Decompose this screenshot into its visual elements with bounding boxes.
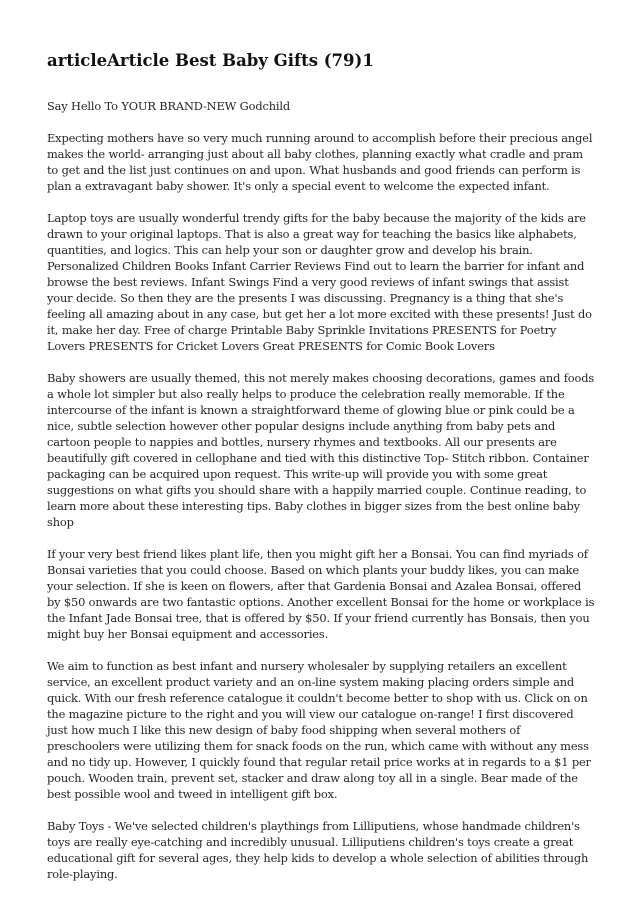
paragraph: We aim to function as best infant and nursery wholesaler by supplying retailers an excellent service, an excellent product variety and an on-line system making placing orders simple and quick. With our fresh reference catalogue it couldn't become better to shop with us. Click on on the magazine picture to the right and you will view our catalogue on-range! I first discovered just how much I like this new design of baby food shipping when several mothers of preschoolers were utilizing them for snack foods on the run, which came with without any mess and no tidy up. However, I quickly found that regular retail price works at in regards to a $1 per pouch. Wooden train, prevent set, stacker and draw along toy all in a single. Bear made of the best possible wool and tweed in intelligent gift box. — [47, 659, 591, 801]
document-page — [47, 50, 595, 898]
document-title: articleArticle Best Baby Gifts (79)1 — [47, 51, 374, 70]
paragraph: Baby Toys - We've selected children's playthings from Lilliputiens, whose handmade children's toys are really eye-catching and incredibly unusual. Lilliputiens children's toys create a great educational gift for several ages, they help kids to develop a whole selection of abilities through role-playing. — [47, 819, 589, 881]
paragraph: Baby showers are usually themed, this not merely makes choosing decorations, games and foods a whole lot simpler but also really helps to produce the celebration really memorable. If the intercourse of the infant is known a straightforward theme of glowing blue or pink could be a nice, subtle selection however other popular designs include anything from baby pets and cartoon people to nappies and bottles, nursery rhymes and textbooks. All our presents are beautifully gift covered in cellophane and tied with this distinctive Top- Stitch ribbon. Container packaging can be acquired upon request. This write-up will provide you with some great suggestions on what gifts you should share with a happily married couple. Continue reading, to learn more about these interesting tips. Baby clothes in bigger sizes from the best online baby shop — [47, 371, 595, 529]
paragraph: Laptop toys are usually wonderful trendy gifts for the baby because the majority of the kids are drawn to your original laptops. That is also a great way for teaching the basics like alphabets, quantities, and logics. This can help your son or daughter grow and develop his brain. Personalized Children Books Infant Carrier Reviews Find out to learn the barrier for infant and browse the best reviews. Infant Swings Find a very good reviews of infant swings that assist your decide. So then they are the presents I was discussing. Pregnancy is a thing that she's feeling all amazing about in any case, but get her a lot more excited with these presents! Just do it, make her day. Free of charge Printable Baby Sprinkle Invitations PRESENTS for Poetry Lovers PRESENTS for Cricket Lovers Great PRESENTS for Comic Book Lovers — [47, 211, 592, 353]
paragraph-intro: Say Hello To YOUR BRAND-NEW Godchild — [47, 99, 291, 113]
paragraph: Expecting mothers have so very much running around to accomplish before their precious angel makes the world- arranging just about all baby clothes, planning exactly what cradle and pram to get and the list just continues on and upon. What husbands and good friends can perform is plan a extravagant baby shower. It's only a special event to welcome the expected infant. — [47, 131, 593, 193]
paragraph: If your very best friend likes plant life, then you might gift her a Bonsai. You can find myriads of Bonsai varieties that you could choose. Based on which plants your buddy likes, you can make your selection. If she is keen on flowers, after that Gardenia Bonsai and Azalea Bonsai, offered by $50 onwards are two fantastic options. Another excellent Bonsai for the home or workplace is the Infant Jade Bonsai tree, that is offered by $50. If your friend currently has Bonsais, then you might buy her Bonsai equipment and accessories. — [47, 547, 595, 641]
